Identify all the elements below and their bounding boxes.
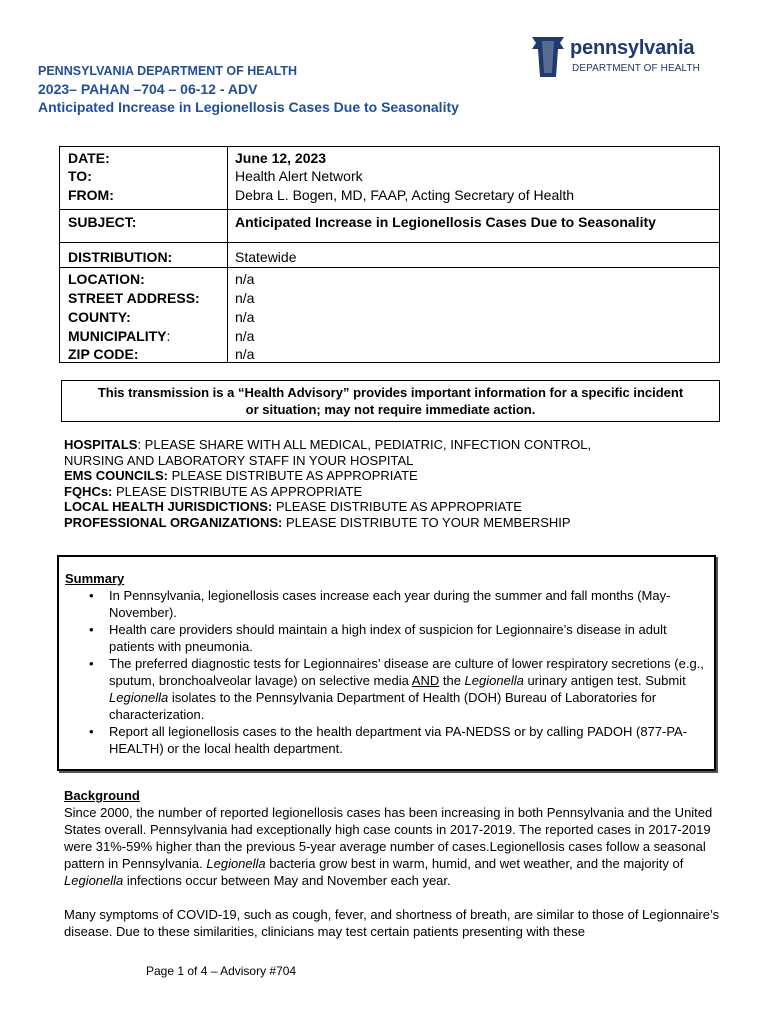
subject-value: Anticipated Increase in Legionellosis Cases Due to Seasonality: [235, 214, 656, 230]
logo-subtitle: DEPARTMENT OF HEALTH: [572, 63, 700, 74]
bullet-icon: •: [89, 724, 94, 739]
advisory-line-1: This transmission is a “Health Advisory” provides important information for a specific incident: [97, 385, 684, 400]
table-divider: [227, 147, 228, 362]
list-item: NURSING AND LABORATORY STAFF IN YOUR HOSPITAL: [64, 452, 414, 468]
list-item: • The preferred diagnostic tests for Legionnaires’ disease are culture of lower respiratory secretions (e.g., sputum, bronchoalveolar lavage) on selective media AND the Legionella urinary antigen test. Submit Legionella isolates to the Pennsylvania Department of Health (DOH) Bureau of Laboratories for characterization.: [89, 656, 704, 722]
street-value: n/a: [235, 290, 255, 306]
logo-wordmark: pennsylvania: [570, 37, 695, 59]
zip-value: n/a: [235, 346, 255, 362]
street-label: STREET ADDRESS:: [68, 290, 200, 306]
pa-doh-logo: [526, 33, 706, 81]
from-value: Debra L. Bogen, MD, FAAP, Acting Secretary of Health: [235, 187, 575, 203]
summary-box: [57, 555, 716, 771]
list-item: HOSPITALS: PLEASE SHARE WITH ALL MEDICAL, PEDIATRIC, INFECTION CONTROL,: [64, 437, 592, 452]
list-item: • In Pennsylvania, legionellosis cases increase each year during the summer and fall months (May-November).: [89, 588, 671, 620]
advisory-notice: [61, 380, 720, 422]
list-item: EMS COUNCILS: PLEASE DISTRIBUTE AS APPROPRIATE: [64, 468, 418, 484]
bullet-icon: •: [89, 622, 94, 637]
table-rule: [60, 209, 719, 210]
advisory-line-2: or situation; may not require immediate action.: [245, 402, 536, 417]
header-org: PENNSYLVANIA DEPARTMENT OF HEALTH: [38, 64, 298, 78]
memo-meta-table: [59, 146, 720, 363]
keystone-icon: [526, 33, 570, 81]
subject-label: SUBJECT:: [68, 214, 137, 230]
summary-list: [65, 587, 707, 757]
municipality-label: MUNICIPALITY:: [68, 328, 171, 344]
header-title: Anticipated Increase in Legionellosis Cases Due to Seasonality: [38, 99, 459, 115]
background-section: [64, 787, 724, 940]
distribution-list: [64, 437, 724, 531]
summary-title: Summary: [65, 571, 125, 586]
date-label: DATE:: [68, 150, 110, 166]
background-paragraph-2: Many symptoms of COVID-19, such as cough, fever, and shortness of breath, are similar to those of Legionnaire’s disease. Due to these similarities, clinicians may test certain patients presenting with these: [64, 907, 720, 939]
county-label: COUNTY:: [68, 309, 131, 325]
date-value: June 12, 2023: [235, 150, 327, 166]
zip-label: ZIP CODE:: [68, 346, 139, 362]
county-value: n/a: [235, 309, 255, 325]
bullet-icon: •: [89, 656, 94, 671]
from-label: FROM:: [68, 187, 114, 203]
list-item: • Health care providers should maintain a high index of suspicion for Legionnaire’s disease in adult patients with pneumonia.: [89, 622, 667, 654]
distribution-label: DISTRIBUTION:: [68, 249, 173, 265]
location-value: n/a: [235, 271, 255, 287]
page-footer: Page 1 of 4 – Advisory #704: [146, 964, 297, 978]
header-code: 2023– PAHAN –704 – 06-12 - ADV: [38, 81, 258, 97]
list-item: LOCAL HEALTH JURISDICTIONS: PLEASE DISTRIBUTE AS APPROPRIATE: [64, 499, 522, 515]
bullet-icon: •: [89, 588, 94, 603]
municipality-value: n/a: [235, 328, 255, 344]
to-label: TO:: [68, 168, 92, 184]
to-value: Health Alert Network: [235, 168, 363, 184]
background-paragraph-1: Since 2000, the number of reported legionellosis cases has been increasing in both Pennsylvania and the United States overall. Pennsylvania had exceptionally high case counts in 2017-2019. The reported cases in 2017-2019 were 31%-59% higher than the previous 5-year average number of cases.Legionellosis cases follow a seasonal pattern in Pennsylvania. Legionella bacteria grow best in warm, humid, and wet weather, and the majority of Legionella infections occur between May and November each year.: [64, 805, 713, 888]
list-item: • Report all legionellosis cases to the health department via PA-NEDSS or by calling PADOH (877-PA-HEALTH) or the local health department.: [89, 724, 688, 756]
list-item: PROFESSIONAL ORGANIZATIONS: PLEASE DISTRIBUTE TO YOUR MEMBERSHIP: [64, 514, 571, 530]
table-rule: [60, 242, 719, 243]
background-title: Background: [64, 788, 140, 803]
list-item: FQHCs: PLEASE DISTRIBUTE AS APPROPRIATE: [64, 483, 363, 499]
distribution-value: Statewide: [235, 249, 297, 265]
location-label: LOCATION:: [68, 271, 145, 287]
table-rule: [60, 267, 719, 268]
